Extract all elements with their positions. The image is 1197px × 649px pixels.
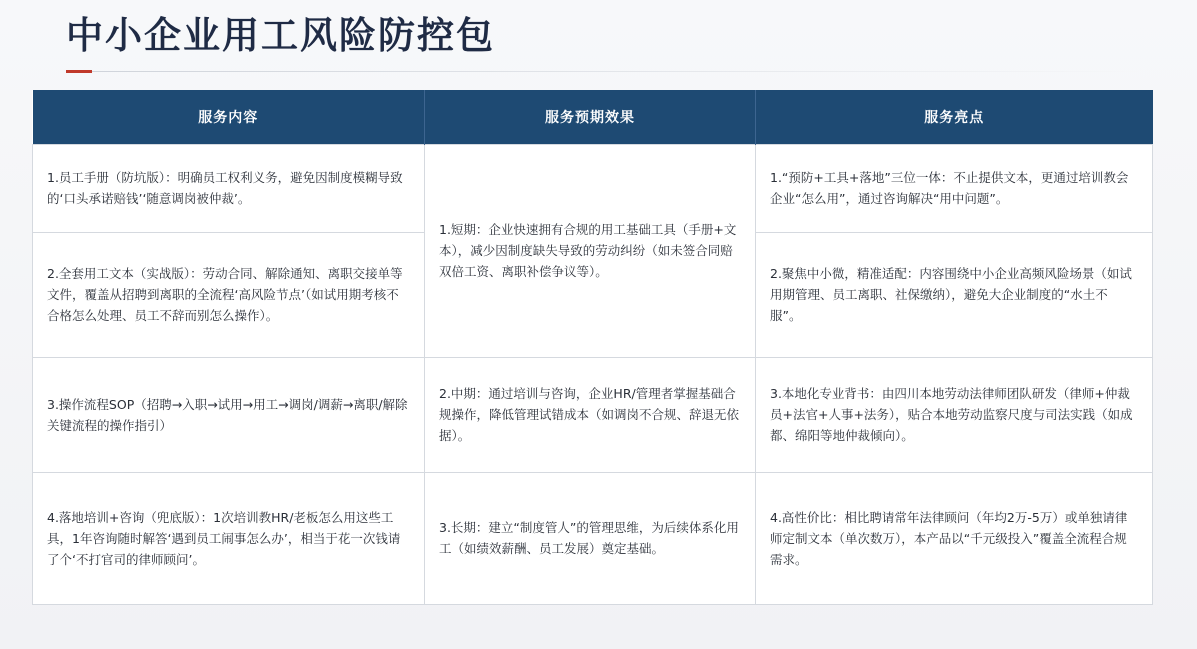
highlight-text: 2.聚焦中小微，精准适配：内容围绕中小企业高频风险场景（如试用期管理、员工离职、社保缴纳），避免大企业制度的“水土不服”。 (770, 266, 1132, 323)
table-row (33, 472, 1153, 604)
title-accent-bar (66, 70, 92, 73)
header-highlights: 服务亮点 (756, 90, 1153, 144)
highlight-cell (756, 144, 1153, 232)
highlight-cell (756, 232, 1153, 357)
highlight-text: 3.本地化专业背书：由四川本地劳动法律师团队研发（律师+仲裁员+法官+人事+法务），贴合本地劳动监察尺度与司法实践（如成都、绵阳等地仲裁倾向）。 (770, 386, 1133, 443)
highlight-text: 1.“预防+工具+落地”三位一体：不止提供文本，更通过培训教会企业“怎么用”，通过咨询解决“用中问题”。 (770, 170, 1129, 206)
content-cell (33, 232, 425, 357)
header-expected-effect: 服务预期效果 (425, 90, 756, 144)
content-text: 4.落地培训+咨询（兜底版）：1次培训教HR/老板怎么用这些工具，1年咨询随时解答‘遇到员工闹事怎么办’，相当于花一次钱请了个‘不打官司的律师顾问’。 (47, 509, 401, 567)
effect-cell (425, 472, 756, 604)
effect-text: 3.长期：建立“制度管人”的管理思维，为后续体系化用工（如绩效薪酬、员工发展）奠定基础。 (439, 520, 739, 556)
content-cell (33, 472, 425, 604)
page-title: 中小企业用工风险防控包 (66, 14, 495, 57)
service-table (32, 90, 1153, 605)
content-cell (33, 357, 425, 472)
effect-text: 2.中期：通过培训与咨询，企业HR/管理者掌握基础合规操作，降低管理试错成本（如调岗不合规、辞退无依据）。 (439, 386, 740, 443)
effect-text: 1.短期：企业快速拥有合规的用工基础工具（手册+文本），减少因制度缺失导致的劳动纠纷（如未签合同赔双倍工资、离职补偿争议等）。 (439, 222, 737, 279)
content-text: 1.员工手册（防坑版）：明确员工权利义务，避免因制度模糊导致的‘口头承诺赔钱’‘随意调岗被仲裁’。 (47, 170, 403, 206)
header-service-content: 服务内容 (33, 90, 425, 144)
table-row (33, 357, 1153, 472)
effect-cell (425, 357, 756, 472)
title-divider (92, 71, 1142, 72)
highlight-cell (756, 357, 1153, 472)
highlight-text: 4.高性价比：相比聘请常年法律顾问（年均2万-5万）或单独请律师定制文本（单次数万），本产品以“千元级投入”覆盖全流程合规需求。 (770, 509, 1128, 567)
content-text: 2.全套用工文本（实战版）：劳动合同、解除通知、离职交接单等文件，覆盖从招聘到离职的全流程‘高风险节点’（如试用期考核不合格怎么处理、员工不辞而别怎么操作）。 (47, 266, 403, 323)
table-row (33, 144, 1153, 232)
effect-cell (425, 144, 756, 357)
content-cell (33, 144, 425, 232)
table-header-row (33, 90, 1153, 144)
highlight-cell (756, 472, 1153, 604)
content-text: 3.操作流程SOP（招聘→入职→试用→用工→调岗/调薪→离职/解除关键流程的操作指引） (47, 396, 408, 433)
